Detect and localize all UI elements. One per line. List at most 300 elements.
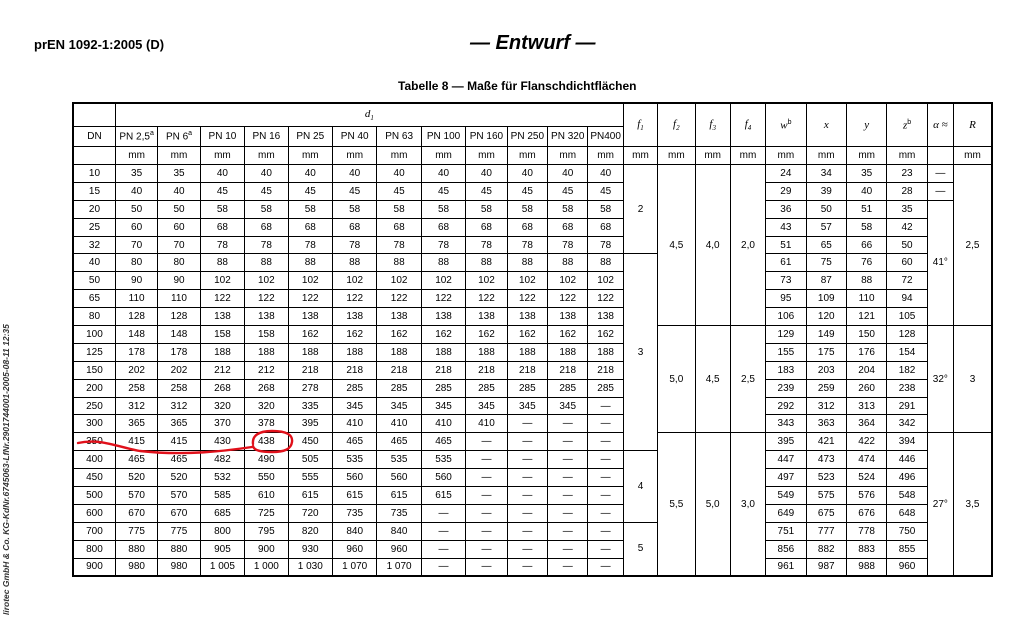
d1-value-cell: 285 <box>332 379 376 397</box>
d1-value-cell: 78 <box>548 236 588 254</box>
d1-value-cell: 535 <box>421 451 465 469</box>
z-cell: 238 <box>887 379 927 397</box>
w-cell: 129 <box>766 326 806 344</box>
d1-value-cell: 218 <box>507 361 547 379</box>
f3-cell: 4,5 <box>695 326 730 433</box>
w-cell: 95 <box>766 290 806 308</box>
d1-value-cell: 58 <box>588 200 623 218</box>
d1-value-cell: 58 <box>421 200 465 218</box>
unit-cell: mm <box>115 147 157 165</box>
d1-value-cell: 102 <box>588 272 623 290</box>
d1-value-cell: 285 <box>588 379 623 397</box>
y-cell: 364 <box>846 415 886 433</box>
d1-value-cell: — <box>548 487 588 505</box>
dn-cell: 250 <box>73 397 115 415</box>
y-cell: 35 <box>846 165 886 183</box>
w-cell: 36 <box>766 200 806 218</box>
d1-value-cell: 268 <box>200 379 244 397</box>
dn-cell: 700 <box>73 522 115 540</box>
d1-value-cell: 188 <box>377 343 421 361</box>
d1-value-cell: 58 <box>377 200 421 218</box>
d1-value-cell: 365 <box>158 415 200 433</box>
d1-value-cell: 410 <box>332 415 376 433</box>
unit-cell: mm <box>421 147 465 165</box>
d1-value-cell: 138 <box>588 308 623 326</box>
y-cell: 260 <box>846 379 886 397</box>
dn-cell: 600 <box>73 504 115 522</box>
d1-value-cell: — <box>466 487 507 505</box>
d1-value-cell: 45 <box>588 182 623 200</box>
d1-value-cell: 880 <box>158 540 200 558</box>
d1-value-cell: 840 <box>332 522 376 540</box>
d1-value-cell: 90 <box>115 272 157 290</box>
d1-value-cell: 370 <box>200 415 244 433</box>
d1-value-cell: 550 <box>245 469 288 487</box>
d1-value-cell: 188 <box>288 343 332 361</box>
x-cell: 987 <box>806 558 846 576</box>
d1-value-cell: 438 <box>245 433 288 451</box>
w-cell: 73 <box>766 272 806 290</box>
d1-value-cell: 102 <box>377 272 421 290</box>
z-cell: 394 <box>887 433 927 451</box>
d1-value-cell: 138 <box>548 308 588 326</box>
d1-value-cell: 122 <box>588 290 623 308</box>
d1-value-cell: 720 <box>288 504 332 522</box>
z-cell: 50 <box>887 236 927 254</box>
w-cell: 961 <box>766 558 806 576</box>
d1-value-cell: 58 <box>288 200 332 218</box>
dn-cell: 125 <box>73 343 115 361</box>
d1-value-cell: 188 <box>200 343 244 361</box>
d1-value-cell: 980 <box>115 558 157 576</box>
y-cell: 524 <box>846 469 886 487</box>
table-row <box>73 522 992 540</box>
d1-value-cell: — <box>588 469 623 487</box>
pn-label: PN 320 <box>551 131 585 142</box>
dn-cell: 200 <box>73 379 115 397</box>
w-cell: 106 <box>766 308 806 326</box>
d1-value-cell: — <box>507 487 547 505</box>
f3-header-symbol: f <box>709 118 713 130</box>
d1-value-cell: 78 <box>288 236 332 254</box>
w-cell: 183 <box>766 361 806 379</box>
table-row <box>73 254 992 272</box>
d1-value-cell: 188 <box>548 343 588 361</box>
w-cell: 343 <box>766 415 806 433</box>
d1-value-cell: — <box>507 504 547 522</box>
d1-value-cell: 980 <box>158 558 200 576</box>
z-cell: 42 <box>887 218 927 236</box>
w-cell: 395 <box>766 433 806 451</box>
z-cell: 342 <box>887 415 927 433</box>
d1-value-cell: 162 <box>588 326 623 344</box>
pn-label: PN 10 <box>208 131 237 142</box>
d1-value-cell: 345 <box>377 397 421 415</box>
d1-value-cell: 670 <box>158 504 200 522</box>
d1-value-cell: 218 <box>288 361 332 379</box>
pn-header <box>507 127 547 147</box>
d1-value-cell: 58 <box>200 200 244 218</box>
d1-value-cell: 560 <box>421 469 465 487</box>
z-cell: 28 <box>887 182 927 200</box>
y-cell: 150 <box>846 326 886 344</box>
d1-value-cell: — <box>466 469 507 487</box>
z-cell: 548 <box>887 487 927 505</box>
pn-label: PN 250 <box>510 131 545 142</box>
dn-cell: 50 <box>73 272 115 290</box>
d1-value-cell: 505 <box>288 451 332 469</box>
d1-value-cell: 78 <box>332 236 376 254</box>
table-row <box>73 326 992 344</box>
y-cell: 58 <box>846 218 886 236</box>
d1-value-cell: 35 <box>115 165 157 183</box>
d1-value-cell: 615 <box>332 487 376 505</box>
dn-cell: 40 <box>73 254 115 272</box>
d1-value-cell: 570 <box>158 487 200 505</box>
d1-value-cell: 395 <box>288 415 332 433</box>
unit-cell: mm <box>623 147 657 165</box>
f4-cell: 3,0 <box>730 433 765 576</box>
unit-cell: mm <box>806 147 846 165</box>
f4-header-subscript: 4 <box>747 124 752 132</box>
w-header-superscript: b <box>787 118 792 126</box>
d1-value-cell: 138 <box>332 308 376 326</box>
unit-cell: mm <box>548 147 588 165</box>
w-cell: 292 <box>766 397 806 415</box>
f4-header-symbol: f <box>744 118 748 130</box>
table-row <box>73 558 992 576</box>
z-cell: 105 <box>887 308 927 326</box>
x-cell: 87 <box>806 272 846 290</box>
d1-value-cell: 58 <box>548 200 588 218</box>
d1-value-cell: 102 <box>288 272 332 290</box>
d1-value-cell: 312 <box>115 397 157 415</box>
y-cell: 51 <box>846 200 886 218</box>
dn-cell: 800 <box>73 540 115 558</box>
d1-value-cell: — <box>588 397 623 415</box>
f1-header <box>623 103 657 147</box>
d1-value-cell: 88 <box>288 254 332 272</box>
x-cell: 75 <box>806 254 846 272</box>
pn-label: PN 160 <box>469 131 504 142</box>
table-row <box>73 540 992 558</box>
unit-cell: mm <box>332 147 376 165</box>
d1-value-cell: — <box>466 451 507 469</box>
z-cell: 496 <box>887 469 927 487</box>
x-header-symbol: x <box>823 119 829 131</box>
d1-value-cell: — <box>507 415 547 433</box>
y-cell: 66 <box>846 236 886 254</box>
pn-header <box>588 127 623 147</box>
z-cell: 154 <box>887 343 927 361</box>
pn-footnote-mark: a <box>188 130 193 138</box>
pn-label: PN 40 <box>340 131 369 142</box>
d1-value-cell: — <box>507 540 547 558</box>
d1-value-cell: 268 <box>245 379 288 397</box>
d1-value-cell: 122 <box>200 290 244 308</box>
d1-value-cell: 212 <box>200 361 244 379</box>
d1-value-cell: 490 <box>245 451 288 469</box>
d1-value-cell: 122 <box>466 290 507 308</box>
d1-value-cell: 68 <box>548 218 588 236</box>
pn-header <box>377 127 421 147</box>
x-cell: 777 <box>806 522 846 540</box>
d1-value-cell: 820 <box>288 522 332 540</box>
y-cell: 204 <box>846 361 886 379</box>
pn-header <box>288 127 332 147</box>
z-cell: 855 <box>887 540 927 558</box>
d1-value-cell: — <box>507 451 547 469</box>
z-cell: 72 <box>887 272 927 290</box>
pn-header <box>245 127 288 147</box>
d1-value-cell: 430 <box>200 433 244 451</box>
d1-value-cell: — <box>507 558 547 576</box>
y-cell: 88 <box>846 272 886 290</box>
d1-value-cell: 535 <box>377 451 421 469</box>
d1-value-cell: 102 <box>466 272 507 290</box>
d1-value-cell: 285 <box>507 379 547 397</box>
unit-cell: mm <box>766 147 806 165</box>
y-cell: 988 <box>846 558 886 576</box>
d1-value-cell: 218 <box>377 361 421 379</box>
f2-cell: 5,0 <box>658 326 695 433</box>
d1-value-cell: 88 <box>245 254 288 272</box>
d1-value-cell: 188 <box>507 343 547 361</box>
d1-value-cell: 40 <box>507 165 547 183</box>
pn-label: PN 100 <box>426 131 461 142</box>
d1-value-cell: 68 <box>588 218 623 236</box>
x-cell: 312 <box>806 397 846 415</box>
d1-value-cell: — <box>466 433 507 451</box>
z-cell: 446 <box>887 451 927 469</box>
d1-value-cell: 58 <box>245 200 288 218</box>
d1-value-cell: 122 <box>288 290 332 308</box>
d1-header <box>115 103 623 127</box>
alpha-cell: 27° <box>927 433 953 576</box>
table-row <box>73 182 992 200</box>
x-cell: 259 <box>806 379 846 397</box>
d1-value-cell: 560 <box>332 469 376 487</box>
d1-value-cell: 1 070 <box>332 558 376 576</box>
d1-value-cell: — <box>466 522 507 540</box>
d1-value-cell: 162 <box>377 326 421 344</box>
f1-cell: 2 <box>623 165 657 254</box>
d1-value-cell: 45 <box>466 182 507 200</box>
y-cell: 676 <box>846 504 886 522</box>
pn-label: PN 16 <box>252 131 281 142</box>
z-cell: 94 <box>887 290 927 308</box>
dn-cell: 32 <box>73 236 115 254</box>
d1-value-cell: 465 <box>332 433 376 451</box>
z-cell: 60 <box>887 254 927 272</box>
x-cell: 575 <box>806 487 846 505</box>
d1-value-cell: 188 <box>332 343 376 361</box>
y-cell: 883 <box>846 540 886 558</box>
d1-value-cell: 80 <box>115 254 157 272</box>
d1-value-cell: — <box>548 415 588 433</box>
d1-value-cell: 40 <box>421 165 465 183</box>
w-cell: 497 <box>766 469 806 487</box>
d1-value-cell: 465 <box>115 451 157 469</box>
d1-value-cell: 212 <box>245 361 288 379</box>
d1-value-cell: 50 <box>158 200 200 218</box>
d1-value-cell: 45 <box>245 182 288 200</box>
x-cell: 421 <box>806 433 846 451</box>
x-cell: 675 <box>806 504 846 522</box>
d1-value-cell: 188 <box>466 343 507 361</box>
x-header <box>806 103 846 147</box>
d1-value-cell: 88 <box>588 254 623 272</box>
d1-value-cell: 840 <box>377 522 421 540</box>
d1-value-cell: 345 <box>507 397 547 415</box>
pn-footnote-mark: a <box>149 130 154 138</box>
d1-header-subscript: 1 <box>370 114 374 122</box>
f4-header <box>730 103 765 147</box>
d1-value-cell: 40 <box>588 165 623 183</box>
d1-value-cell: 45 <box>288 182 332 200</box>
d1-value-cell: 58 <box>466 200 507 218</box>
d1-value-cell: 880 <box>115 540 157 558</box>
f3-header-subscript: 3 <box>712 124 716 132</box>
d1-value-cell: 70 <box>158 236 200 254</box>
pn-label: PN 6 <box>165 131 189 143</box>
d1-value-cell: 365 <box>115 415 157 433</box>
d1-value-cell: 128 <box>115 308 157 326</box>
d1-value-cell: — <box>588 433 623 451</box>
d1-value-cell: 40 <box>466 165 507 183</box>
f2-cell: 4,5 <box>658 165 695 326</box>
z-header-superscript: b <box>907 118 912 126</box>
z-cell: 291 <box>887 397 927 415</box>
d1-value-cell: 285 <box>548 379 588 397</box>
d1-value-cell: 345 <box>421 397 465 415</box>
d1-value-cell: 570 <box>115 487 157 505</box>
unit-cell: mm <box>953 147 992 165</box>
d1-value-cell: 148 <box>158 326 200 344</box>
d1-value-cell: — <box>548 504 588 522</box>
d1-value-cell: 465 <box>377 433 421 451</box>
d1-value-cell: — <box>588 540 623 558</box>
d1-value-cell: — <box>548 451 588 469</box>
table-row <box>73 379 992 397</box>
d1-value-cell: — <box>588 451 623 469</box>
d1-value-cell: 68 <box>377 218 421 236</box>
d1-value-cell: 102 <box>507 272 547 290</box>
d1-value-cell: 178 <box>158 343 200 361</box>
d1-value-cell: 78 <box>421 236 465 254</box>
d1-value-cell: 450 <box>288 433 332 451</box>
table-row <box>73 504 992 522</box>
r-cell: 3,5 <box>953 433 992 576</box>
d1-value-cell: 35 <box>158 165 200 183</box>
d1-value-cell: 68 <box>466 218 507 236</box>
x-cell: 203 <box>806 361 846 379</box>
f1-cell: 5 <box>623 522 657 576</box>
f2-header-symbol: f <box>673 118 677 130</box>
d1-value-cell: 670 <box>115 504 157 522</box>
d1-value-cell: 345 <box>332 397 376 415</box>
d1-value-cell: 138 <box>377 308 421 326</box>
d1-value-cell: 45 <box>200 182 244 200</box>
d1-value-cell: — <box>548 540 588 558</box>
z-header-symbol: z <box>902 119 908 132</box>
d1-value-cell: 1 000 <box>245 558 288 576</box>
d1-value-cell: 138 <box>288 308 332 326</box>
d1-value-cell: 80 <box>158 254 200 272</box>
table-row <box>73 290 992 308</box>
d1-value-cell: 555 <box>288 469 332 487</box>
d1-value-cell: — <box>588 522 623 540</box>
d1-value-cell: 465 <box>421 433 465 451</box>
flange-dimensions-table <box>72 102 993 577</box>
x-cell: 363 <box>806 415 846 433</box>
d1-value-cell: 58 <box>332 200 376 218</box>
d1-value-cell: 1 005 <box>200 558 244 576</box>
d1-value-cell: 735 <box>377 504 421 522</box>
alpha-cell: 32° <box>927 326 953 433</box>
dn-cell: 300 <box>73 415 115 433</box>
r-header-symbol: R <box>969 119 976 131</box>
d1-value-cell: 415 <box>158 433 200 451</box>
alpha-cell: 41° <box>927 200 953 325</box>
dn-cell: 400 <box>73 451 115 469</box>
d1-value-cell: 40 <box>200 165 244 183</box>
d1-value-cell: 188 <box>245 343 288 361</box>
d1-value-cell: 285 <box>421 379 465 397</box>
document-id: prEN 1092-1:2005 (D) <box>34 37 165 52</box>
d1-value-cell: — <box>466 558 507 576</box>
table-caption: Tabelle 8 — Maße für Flanschdichtflächen <box>398 79 637 93</box>
d1-value-cell: 102 <box>200 272 244 290</box>
unit-cell: mm <box>288 147 332 165</box>
d1-value-cell: — <box>421 558 465 576</box>
table-row <box>73 236 992 254</box>
d1-value-cell: 40 <box>377 165 421 183</box>
f1-header-subscript: 1 <box>640 124 644 132</box>
d1-value-cell: 735 <box>332 504 376 522</box>
pn-header <box>466 127 507 147</box>
f3-cell: 5,0 <box>695 433 730 576</box>
d1-value-cell: 102 <box>421 272 465 290</box>
pn-label: PN 63 <box>385 131 414 142</box>
table-row <box>73 451 992 469</box>
d1-value-cell: 188 <box>588 343 623 361</box>
z-cell: 182 <box>887 361 927 379</box>
dn-cell: 20 <box>73 200 115 218</box>
d1-value-cell: 102 <box>548 272 588 290</box>
d1-value-cell: 278 <box>288 379 332 397</box>
d1-value-cell: 1 070 <box>377 558 421 576</box>
dn-header: DN <box>73 127 115 147</box>
dn-cell: 65 <box>73 290 115 308</box>
d1-value-cell: 138 <box>200 308 244 326</box>
d1-value-cell: 122 <box>332 290 376 308</box>
d1-value-cell: 162 <box>548 326 588 344</box>
table-row <box>73 487 992 505</box>
d1-value-cell: 122 <box>377 290 421 308</box>
d1-value-cell: 335 <box>288 397 332 415</box>
w-cell: 29 <box>766 182 806 200</box>
d1-value-cell: 45 <box>377 182 421 200</box>
d1-value-cell: 60 <box>158 218 200 236</box>
d1-value-cell: 615 <box>377 487 421 505</box>
d1-value-cell: 88 <box>507 254 547 272</box>
f2-header-subscript: 2 <box>676 124 680 132</box>
y-cell: 313 <box>846 397 886 415</box>
table-row <box>73 200 992 218</box>
d1-value-cell: 775 <box>158 522 200 540</box>
d1-value-cell: 78 <box>200 236 244 254</box>
